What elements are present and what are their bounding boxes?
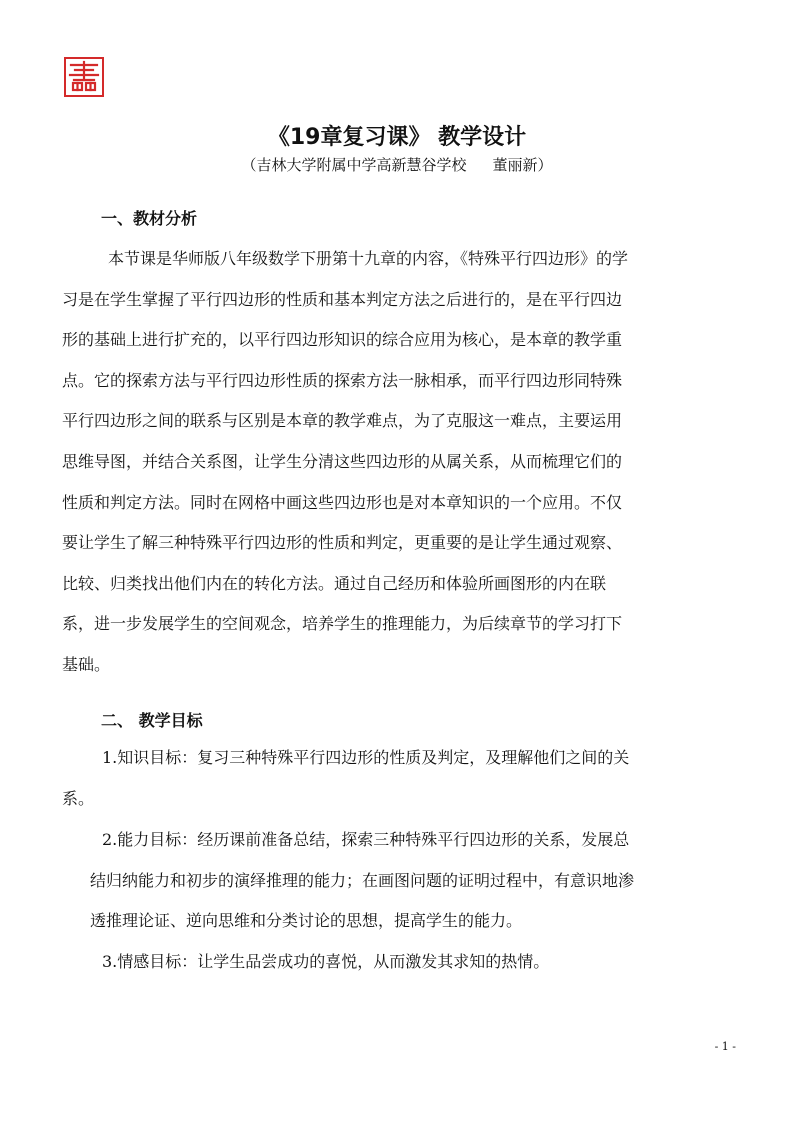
section-heading-analysis: 一、教材分析 [101, 209, 198, 228]
paragraph-line: 形的基础上进行扩充的，以平行四边形知识的综合应用为核心，是本章的教学重 [62, 330, 623, 350]
paragraph-line: 本节课是华师版八年级数学下册第十九章的内容，《特殊平行四边形》的学 [108, 249, 629, 268]
objective-line: 1.知识目标：复习三种特殊平行四边形的性质及判定，及理解他们之间的关 [102, 748, 630, 767]
objective-knowledge [62, 738, 629, 819]
paragraph-line: 系，进一步发展学生的空间观念，培养学生的推理能力，为后续章节的学习打下 [62, 614, 623, 634]
paragraph-line: 性质和判定方法。同时在网格中画这些四边形也是对本章知识的一个应用。不仅 [62, 492, 623, 512]
objective-line: 3.情感目标：让学生品尝成功的喜悦，从而激发其求知的热情。 [102, 952, 550, 971]
document-subtitle [0, 154, 794, 175]
paragraph-line: 平行四边形之间的联系与区别是本章的教学难点，为了克服这一难点，主要运用 [62, 411, 623, 431]
paragraph-line: 比较、归类找出他们内在的转化方法。通过自己经历和体验所画图形的内在联 [62, 573, 607, 593]
objective-emotion [102, 942, 549, 983]
paragraph-line: 基础。 [62, 654, 111, 674]
objective-ability [90, 820, 634, 942]
objective-line: 系。 [62, 788, 95, 808]
paragraph-line: 思维导图，并结合关系图，让学生分清这些四边形的从属关系，从而梳理它们的 [62, 451, 623, 471]
document-title: 《19章复习课》 教学设计 [267, 125, 527, 150]
paragraph-line: 要让学生了解三种特殊平行四边形的性质和判定，更重要的是让学生通过观察、 [62, 533, 623, 553]
objective-line: 2.能力目标：经历课前准备总结，探索三种特殊平行四边形的关系，发展总 [102, 830, 630, 849]
page-number: - 1 - [714, 1040, 736, 1053]
paragraph-line: 点。它的探索方法与平行四边形性质的探索方法一脉相承，而平行四边形同特殊 [62, 370, 623, 390]
objective-line: 透推理论证、逆向思维和分类讨论的思想，提高学生的能力。 [90, 911, 523, 931]
section-heading-objectives: 二、 教学目标 [101, 711, 203, 730]
subtitle-school: （吉林大学附属中学高新慧谷学校 [241, 156, 467, 174]
subtitle-author: 董丽新） [492, 156, 553, 174]
objective-line: 结归纳能力和初步的演绎推理的能力；在画图问题的证明过程中，有意识地渗 [90, 870, 635, 890]
paragraph-line: 习是在学生掌握了平行四边形的性质和基本判定方法之后进行的，是在平行四边 [62, 289, 623, 309]
analysis-paragraph [62, 239, 736, 686]
seal-logo-icon [64, 57, 104, 97]
